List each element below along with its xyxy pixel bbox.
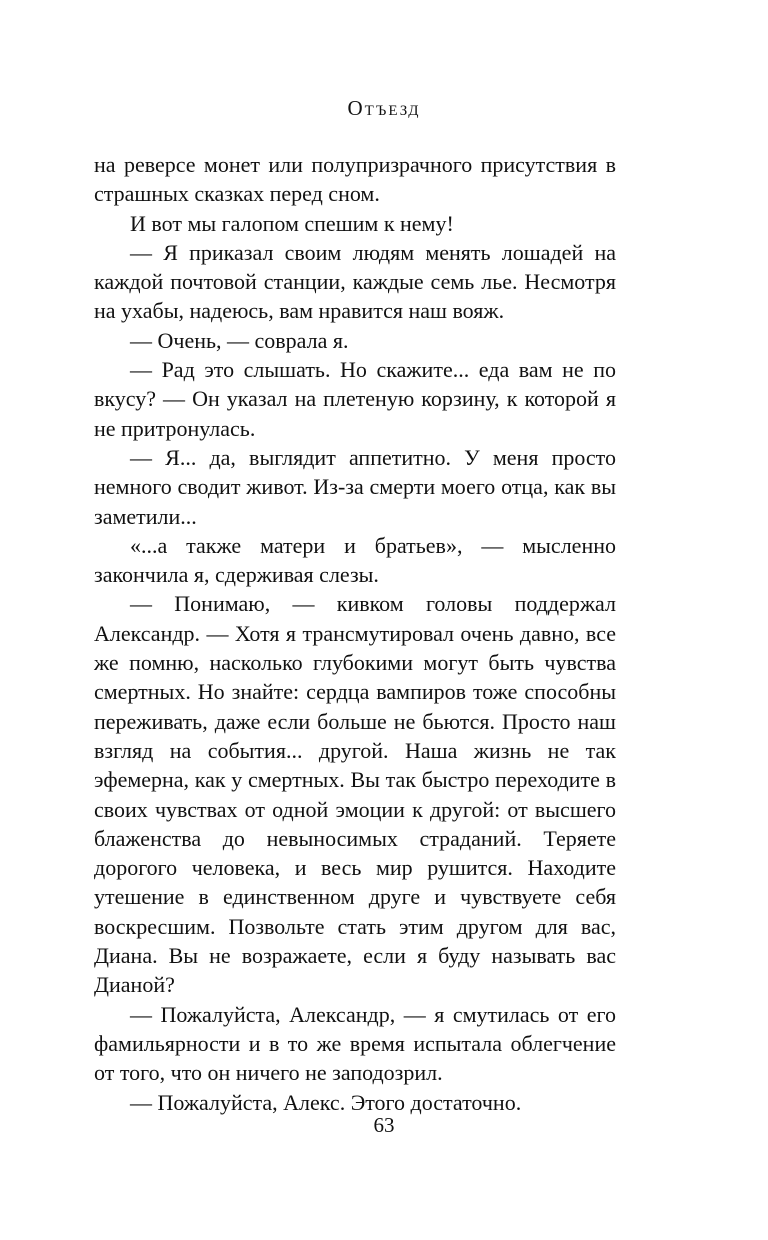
- paragraph: — Пожалуйста, Александр, — я смутилась от его фамильярности и в то же время испытала облегчение от того, что он ничего не заподозрил.: [94, 1001, 616, 1086]
- running-head: Отъезд: [347, 96, 421, 120]
- paragraph: — Я приказал своим людям менять лошадей на каждой почтовой станции, каждые семь лье. Несмотря на ухабы, надеюсь, вам нравится наш вояж.: [94, 239, 616, 324]
- paragraph: — Я... да, выглядит аппетитно. У меня просто немного сводит живот. Из-за смерти моего отца, как вы заметили...: [94, 444, 616, 529]
- paragraph: И вот мы галопом спешим к нему!: [130, 210, 454, 236]
- body-text: [94, 150, 616, 1117]
- paragraph: — Очень, — соврала я.: [130, 327, 349, 353]
- paragraph: — Понимаю, — кивком головы поддержал Александр. — Хотя я трансмутировал очень давно, все же помню, насколько глубокими могут быть чувства смертных. Но знайте: сердца вампиров тоже способны переживать, даже если больше не бьются. Просто наш взгляд на события... другой. Наша жизнь не так эфемерна, как у смертных. Вы так быстро переходите в своих чувствах от одной эмоции к другой: от высшего блаженства до невыносимых страданий. Теряете дорогого человека, и весь мир рушится. Находите утешение в единственном друге и чувствуете себя воскресшим. Позвольте стать этим другом для вас, Диана. Вы не возражаете, если я буду называть вас Дианой?: [94, 591, 616, 998]
- paragraph: — Рад это слышать. Но скажите... еда вам не по вкусу? — Он указал на плетеную корзину, к которой я не притронулась.: [94, 357, 616, 441]
- page-number: 63: [373, 1113, 395, 1137]
- paragraph: «...а также матери и братьев», — мысленно закончила я, сдерживая слезы.: [94, 532, 616, 588]
- paragraph: — Пожалуйста, Алекс. Этого достаточно.: [130, 1089, 522, 1115]
- paragraph: на реверсе монет или полупризрачного присутствия в страшных сказках перед сном.: [94, 152, 616, 207]
